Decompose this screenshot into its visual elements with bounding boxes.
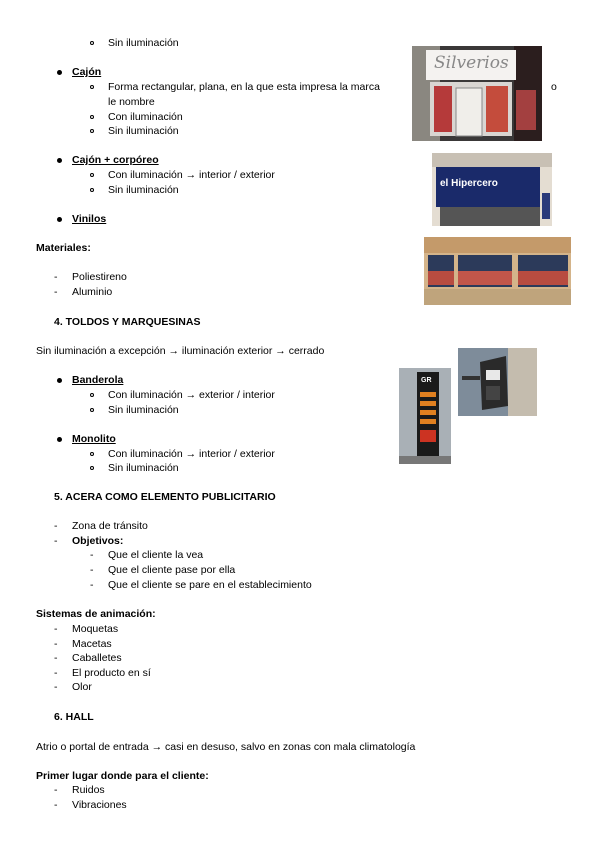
dash-icon: - (54, 799, 58, 811)
monolito-logo-text: GR (421, 377, 432, 384)
banderola-sign-photo (458, 348, 537, 416)
list-item: Sin iluminación (108, 462, 179, 474)
dash-icon: - (54, 784, 58, 796)
list-item: El producto en sí (72, 667, 151, 679)
bullet-icon (57, 217, 62, 222)
dash-icon: - (54, 286, 58, 298)
list-item: Que el cliente pase por ella (108, 564, 236, 576)
paragraph: Sin iluminación a excepción → iluminación exterior → cerrado (36, 345, 325, 357)
dash-icon: - (54, 638, 58, 650)
heading-cajon: Cajón (72, 66, 102, 78)
dash-icon: - (54, 681, 58, 693)
list-item: Con iluminación → interior / exterior (108, 169, 275, 181)
bullet-icon (57, 437, 62, 442)
monolito-sign-photo (399, 368, 451, 464)
circle-bullet-icon (90, 129, 94, 133)
dash-icon: - (54, 271, 58, 283)
heading-vinilos: Vinilos (72, 213, 107, 225)
circle-bullet-icon (90, 408, 94, 412)
list-item-continuation: le nombre (108, 96, 155, 108)
list-item: Zona de tránsito (72, 520, 148, 532)
dash-icon: - (90, 579, 94, 591)
storefront-silverios-photo (412, 46, 542, 141)
heading-materiales: Materiales: (36, 242, 91, 254)
heading-monolito: Monolito (72, 433, 116, 445)
list-item-objetivos: Objetivos: (72, 535, 124, 547)
vinilos-storefront-photo (424, 237, 571, 305)
list-item: Que el cliente se pare en el establecimiento (108, 579, 312, 591)
circle-bullet-icon (90, 188, 94, 192)
dash-icon: - (54, 667, 58, 679)
list-item: Olor (72, 681, 92, 693)
list-item: Caballetes (72, 652, 122, 664)
silverios-logo-text: Silverios (434, 53, 509, 73)
heading-banderola: Banderola (72, 374, 124, 386)
heading-primer-lugar: Primer lugar donde para el cliente: (36, 770, 209, 782)
dash-icon: - (54, 520, 58, 532)
list-item: Forma rectangular, plana, en la que esta impresa la marca (108, 81, 380, 93)
circle-bullet-icon (90, 452, 94, 456)
circle-bullet-icon (90, 41, 94, 45)
dash-icon: - (54, 535, 58, 547)
list-item: Con iluminación (108, 111, 183, 123)
bullet-icon (57, 158, 62, 163)
list-item: Macetas (72, 638, 112, 650)
section-heading-4: 4. TOLDOS Y MARQUESINAS (54, 316, 201, 328)
list-item: Moquetas (72, 623, 119, 635)
list-item: Sin iluminación (108, 125, 179, 137)
circle-bullet-icon (90, 85, 94, 89)
list-item: Sin iluminación (108, 404, 179, 416)
paragraph: Atrio o portal de entrada → casi en desuso, salvo en zonas con mala climatología (36, 741, 416, 753)
hipercero-logo-text: el Hipercero (440, 178, 498, 189)
list-item: Poliestireno (72, 271, 127, 283)
circle-bullet-icon (90, 115, 94, 119)
list-item: Con iluminación → exterior / interior (108, 389, 275, 401)
section-heading-6: 6. HALL (54, 711, 94, 723)
circle-bullet-icon (90, 393, 94, 397)
list-item: Aluminio (72, 286, 113, 298)
bullet-icon (57, 70, 62, 75)
dash-icon: - (90, 564, 94, 576)
list-item: Con iluminación → interior / exterior (108, 448, 275, 460)
dash-icon: - (54, 652, 58, 664)
list-item: Que el cliente la vea (108, 549, 204, 561)
section-heading-5: 5. ACERA COMO ELEMENTO PUBLICITARIO (54, 491, 276, 503)
heading-sistemas-animacion: Sistemas de animación: (36, 608, 156, 620)
list-item: Ruidos (72, 784, 105, 796)
circle-bullet-icon (90, 466, 94, 470)
trailing-text: o (551, 81, 557, 93)
storefront-hipercero-photo (432, 153, 552, 226)
list-item: Sin iluminación (108, 37, 179, 49)
dash-icon: - (54, 623, 58, 635)
list-item: Sin iluminación (108, 184, 179, 196)
list-item: Vibraciones (72, 799, 127, 811)
bullet-icon (57, 378, 62, 383)
heading-cajon-corporeo: Cajón + corpóreo (72, 154, 159, 166)
circle-bullet-icon (90, 173, 94, 177)
dash-icon: - (90, 549, 94, 561)
